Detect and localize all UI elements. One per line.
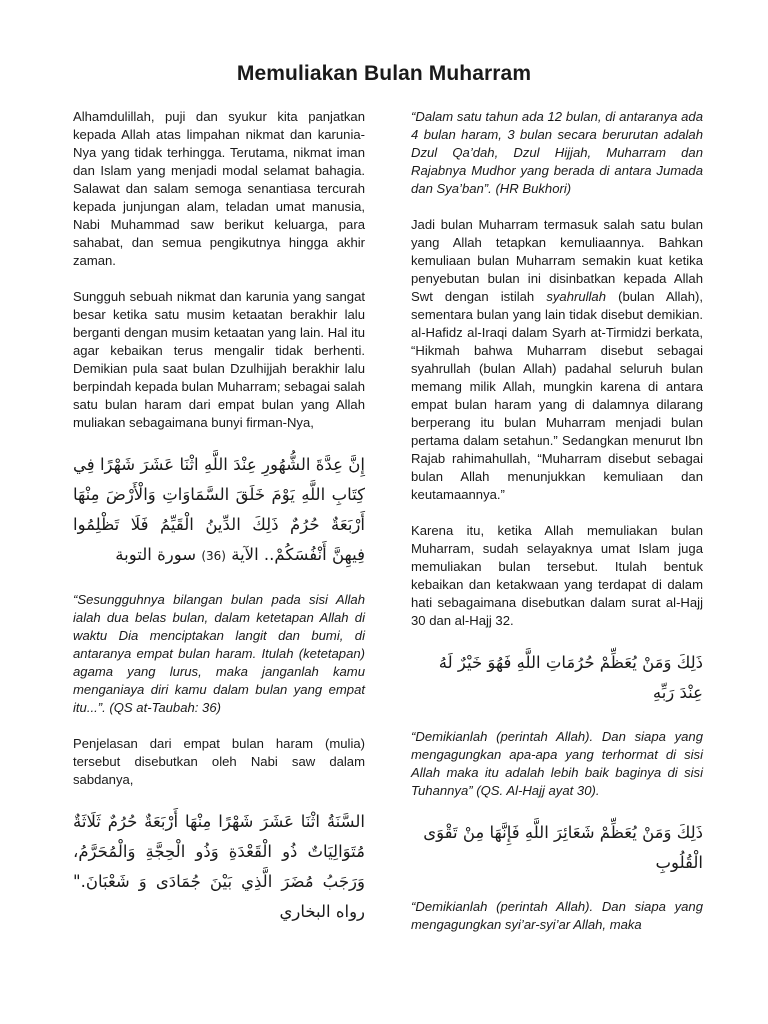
verse-number: (36) (201, 549, 226, 563)
syahrullah-text-b: (bulan Allah), sementara bulan yang lain tidak disebut demikian. al-Hafidz al-Iraqi dalam Syarh at-Tirmidzi berkata, “Hikmah bahwa Muharram disebut sebagai syahrullah (bulan Allah) padahal seluruh bulan memang milik Allah, mungkin karena di antara empat bulan haram yang di dalamnya dilarang berperang itu bulan Muharram menjadi bulan pertama dalam setahun.” Sedangkan menurut Ibn Rajab rahimahullah, “Muharram disebut sebagai bulan Allah menunjukkan kemuliaan dan keutamaannya.” (411, 289, 703, 502)
syahrullah-text-a: Jadi bulan Muharram termasuk salah satu bulan yang Allah tetapkan kemuliaannya. Bahkan kemuliaan bulan Muharram semakin kuat ketika penyebutan bulan ini disinbatkan kepada Allah Swt dengan istilah (411, 217, 703, 304)
right-column (411, 108, 703, 952)
arabic-hadith: السَّنَةُ اثْنَا عَشَرَ شَهْرًا مِنْهَا أَرْبَعَةٌ حُرُمٌ ثَلَاثَةٌ مُتَوَالِيَاتٌ ذُو الْقَعْدَةِ وَذُو الْحِجَّةِ وَالْمُحَرَّمُ، وَرَجَبُ مُضَرَ الَّذِي بَيْنَ جُمَادَى وَ شَعْبَانَ." رواه البخاري (73, 812, 365, 921)
hadith-translation: “Dalam satu tahun ada 12 bulan, di antaranya ada 4 bulan haram, 3 bulan secara berurutan adalah Dzul Qa’dah, Dzul Hijjah, Muharram dan Rajabnya Mudhor yang berada di antara Jumada dan Sya’ban”. (HR Bukhori) (411, 109, 703, 196)
left-column (73, 108, 365, 947)
muharram-intro-paragraph: Sungguh sebuah nikmat dan karunia yang sangat besar ketika satu musim ketaatan berakhir lalu berganti dengan musim ketaatan yang lain. Hal itu agar kebaikan terus mengalir tidak berhenti. Demikian pula saat bulan Dzulhijjah berakhir lalu berpindah kepada bulan Muharram; sebagai salah satu bulan haram dari empat bulan yang Allah muliakan sebagaimana bunyi firman-Nya, (73, 289, 365, 430)
arabic-verse-al-hajj-32: ذَلِكَ وَمَنْ يُعَظِّمْ شَعَائِرَ اللَّهِ فَإِنَّهَا مِنْ تَقْوَى الْقُلُوبِ (423, 823, 703, 872)
syahrullah-term: syahrullah (546, 289, 606, 304)
opening-paragraph: Alhamdulillah, puji dan syukur kita panjatkan kepada Allah atas limpahan nikmat dan karunia-Nya yang tidak terhingga. Terutama, nikmat iman dan Islam yang menjadi modal selamat bahagia. Salawat dan salam semoga senantiasa tercurah kepada junjungan alam, teladan umat manusia, Nabi Muhammad saw berikut keluarga, para sahabat, dan semua pengikutnya hingga akhir zaman. (73, 109, 365, 268)
arabic-verse-al-hajj-30: ذَلِكَ وَمَنْ يُعَظِّمْ حُرُمَاتِ اللَّهِ فَهُوَ خَيْرٌ لَهُ عِنْدَ رَبِّهِ (438, 653, 703, 702)
translation-al-hajj-30: “Demikianlah (perintah Allah). Dan siapa yang mengagungkan apa-apa yang terhormat di sisi Allah maka itu adalah lebih baik baginya di sisi Tuhannya” (QS. Al-Hajj ayat 30). (411, 729, 703, 798)
glorify-paragraph: Karena itu, ketika Allah memuliakan bulan Muharram, sudah selayaknya umat Islam juga memuliakan bulan tersebut. Itulah bentuk kebaikan dan ketakwaan yang terdapat di dalam hati sebagaimana disebutkan dalam surat al-Hajj 30 dan al-Hajj 32. (411, 523, 703, 628)
arabic-verse-at-taubah (73, 450, 365, 571)
surah-name: سورة التوبة (115, 545, 197, 564)
hadith-intro-paragraph: Penjelasan dari empat bulan haram (mulia) tersebut disebutkan oleh Nabi saw dalam sabdanya, (73, 736, 365, 787)
translation-at-taubah: “Sesungguhnya bilangan bulan pada sisi Allah ialah dua belas bulan, dalam ketetapan Allah di waktu Dia menciptakan langit dan bumi, di antaranya empat bulan haram. Itulah (ketetapan) agama yang lurus, maka janganlah kamu menganiaya diri kamu dalam bulan yang empat itu...”. (QS at-Taubah: 36) (73, 592, 365, 715)
translation-al-hajj-32: “Demikianlah (perintah Allah). Dan siapa yang mengagungkan syi’ar-syi’ar Allah, maka (411, 899, 703, 932)
arabic-verse-text: إِنَّ عِدَّةَ الشُّهُورِ عِنْدَ اللَّهِ اثْنَا عَشَرَ شَهْرًا فِي كِتَابِ اللَّهِ يَوْمَ خَلَقَ السَّمَاوَاتِ وَالْأَرْضَ مِنْهَا أَرْبَعَةٌ حُرُمٌ ذَلِكَ الدِّينُ الْقَيِّمُ فَلَا تَظْلِمُوا فِيهِنَّ أَنْفُسَكُمْ.. الآية (73, 455, 365, 564)
syahrullah-paragraph (411, 216, 703, 504)
page-title: Memuliakan Bulan Muharram (236, 62, 532, 85)
